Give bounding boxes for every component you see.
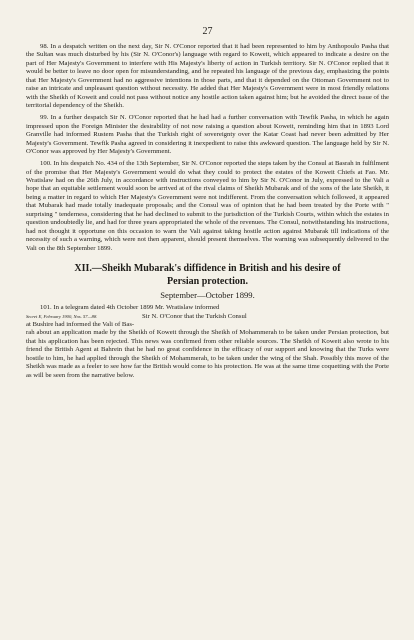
section-heading-line-1: XII.—Sheikh Mubarak's diffidence in British and his desire of (74, 263, 341, 275)
paragraph-number: 98. (40, 43, 49, 50)
section-heading (26, 263, 389, 288)
paragraph-number: 99. (40, 114, 49, 122)
paragraph-100 (26, 160, 389, 253)
page-number: 27 (202, 26, 213, 37)
paragraph-text: In a further despatch Sir N. O'Conor reported that he had had a further conversation with Tewfik Pasha, in which he again impressed upon the Foreign Minister the desirability of not now raising a question about Koweit, reminding him that in 1893 Lord Granville had informed Rustem Pasha that the Turkish right of sovereignty over the Katar Coast had never been admitted by Her Majesty's Government. Tewfik Pasha agreed in considering it inexpedient to raise this awkward question. The language held by Sir N. O'Conor was approved by Her Majesty's Government. (26, 114, 389, 156)
section-heading-line-2: Persian protection. (167, 275, 248, 287)
paragraph-101-first-line: 101. In a telegram dated 4th October 1899 Mr. Wratislaw informed (40, 304, 220, 312)
marginal-reference-note: Secret E, February 1900, Nos. 57—88. (26, 313, 98, 319)
paragraph-98 (26, 43, 389, 111)
paragraph-101-rest: rah about an application made by the Sheikh of Koweit through the Sheikh of Mohammerah to be taken under Persian protection, but that his application has been rejected. This news was confirmed from other reliable sources. The Sheikh of Koweit also wrote to his friend the British Agent at Bahrein that he had no great confidence in the efficacy of our support and knowing that the Turks were hostile to him, he had applied through the Sheikh of Mohammerah, to be taken under the wing of the Shah. Possibly this move of the Sheikh was made as a feeler to see how far the British would come to his protection. He was at the same time coquetting with the Porte as will be seen from the narrative below. (26, 329, 389, 379)
paragraph-101-body (26, 313, 389, 330)
section-date-range: September—October 1899. (160, 290, 255, 301)
paragraph-number: 100. (40, 160, 52, 168)
paragraph-text: In his despatch No. 434 of the 13th September, Sir N. O'Conor reported the steps taken by the Consul at Basrah in fulfilment of the promise that Her Majesty's Government would do what they could to protect the estates of the Koweit Chiefs at Fao. Mr. Wratislaw had on the 26th July, in accordance with instructions conveyed to him by Sir N. O'Conor in July, expressed to the Vali a hope that an equitable settlement would soon be arrived at of the rival claims of Sheikh Mubarak and of the sons of the late Sheikh, it being a matter in regard to which Her Majesty's Government were not indifferent. From the conversation which followed, it appeared that Mubarak had made totally inadequate proposals; and the Consul was of opinion that he had been treated by the Porte with " surprising " tenderness, considering that he had declined to submit to the jurisdiction of the Turkish Courts, within which the estates in question undoubtedly lie, and had for three years appropriated the whole of the revenues. The Consul, notwithstanding his instructions, had not thought it opportune on this occasion to warn the Vali against taking hostile action against Mubarak till indications of the necessity of such a warning, which were not then apparent, should present themselves. The warning was subsequently delivered to the Vali on the 8th September 1899. (26, 160, 390, 252)
paragraph-number: 101. (40, 304, 52, 312)
paragraph-text: In a despatch written on the next day, Sir N. O'Conor reported that it had been represented to him by Anthopoulo Pasha that the Sultan was much disturbed by his (Sir N. O'Conor's) language with regard to Koweit, which appeared to indicate a desire on the part of Her Majesty's Government to interfere with His Majesty's liberty of action in Turkish territory. Sir N. O'Conor replied that it would be better to leave no door open for misunderstanding, and he repeated his language of the previous day, emphasizing the points that Her Majesty's Government had no aggressive intentions in those parts, and that it depended on the Ottoman Government not to raise an intricate and unpleasant question without necessity. He added that Her Majesty's Government were in most friendly relations with the Sheikh of Koweit and could not pass without notice any hostile action taken against him; but he avoided the direct issue of the territorial dependency of the Sheikh. (26, 43, 390, 110)
paragraph-99 (26, 114, 389, 156)
paragraph-101-side-lines: Sir N. O'Conor that the Turkish Consul at Bushire had informed the Vali of Bas- (26, 312, 247, 328)
